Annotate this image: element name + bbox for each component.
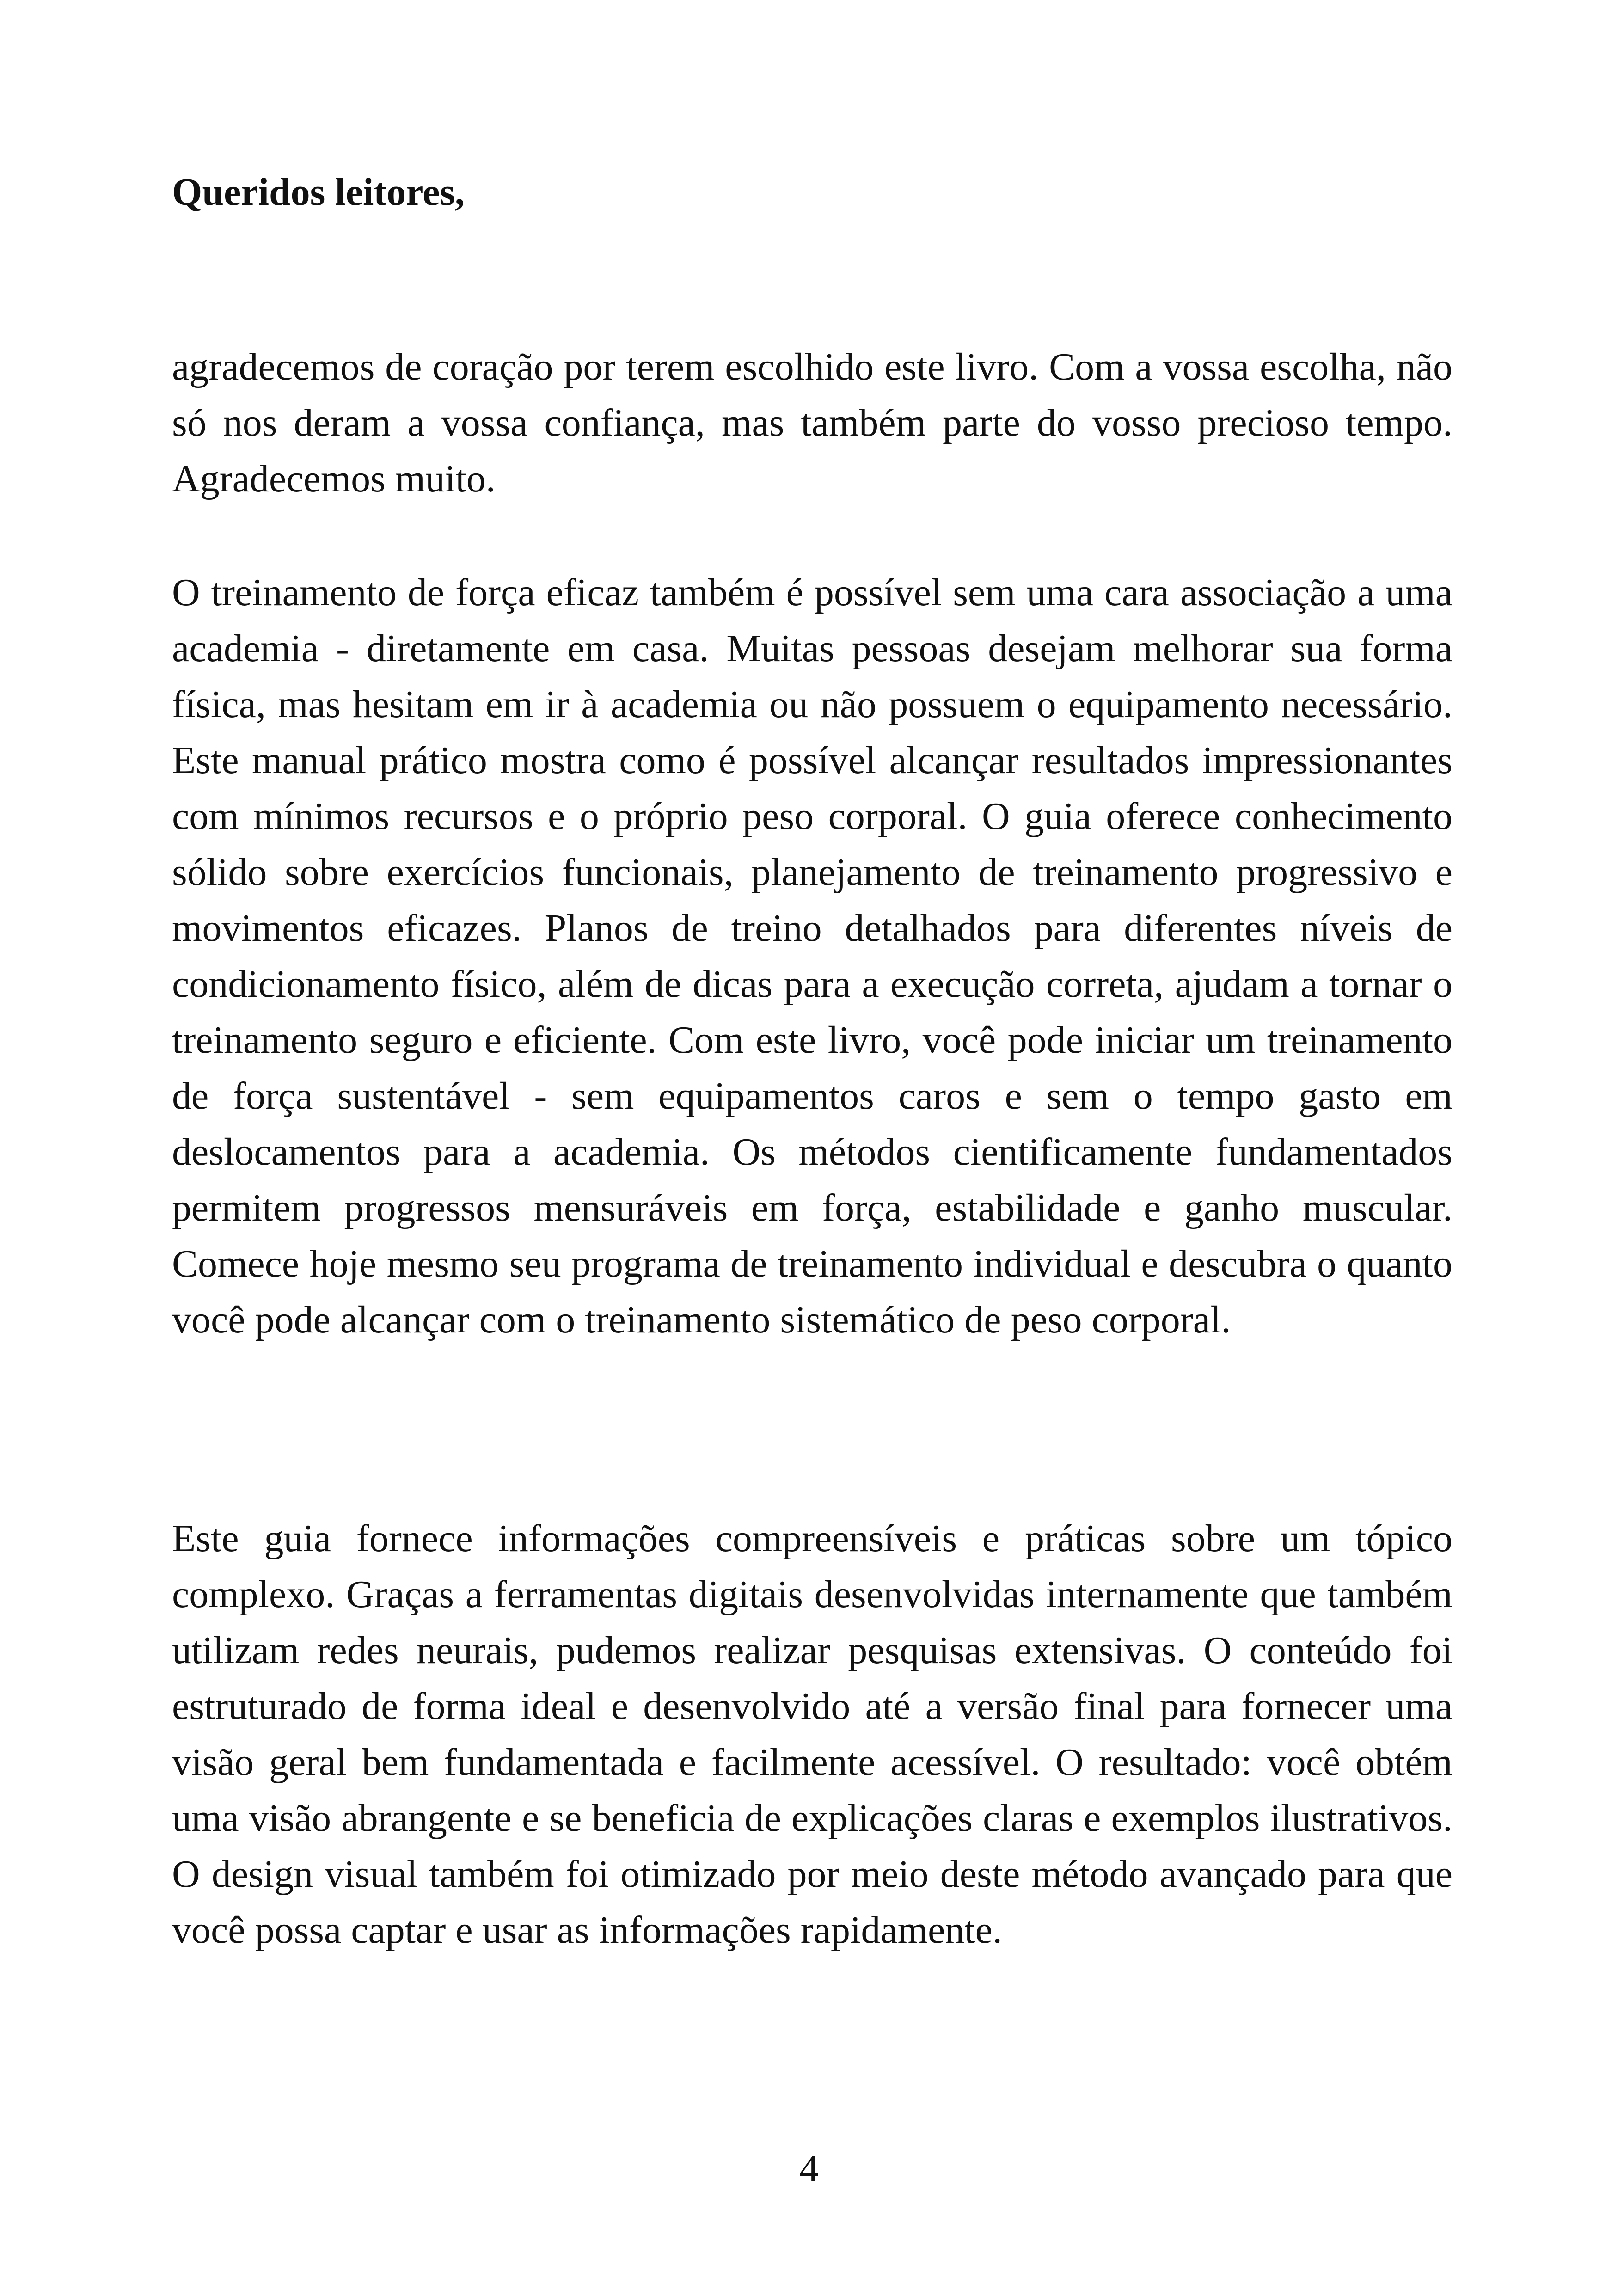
paragraph-guide-method: Este guia fornece informações compreensíveis e práticas sobre um tópico complexo. Graças a ferramentas digitais desenvolvidas internamente que também utilizam redes neurais, pudemos realizar pesquisas extensivas. O conteúdo foi estruturado de forma ideal e desenvolvido até a versão final para fornecer uma visão geral bem fundamentada e facilmente acessível. O resultado: você obtém uma visão abrangente e se beneficia de explicações claras e exemplos ilustrativos. O design visual também foi otimizado por meio deste método avançado para que você possa captar e usar as informações rapidamente. (172, 1517, 1453, 1952)
paragraph-thanks: agradecemos de coração por terem escolhido este livro. Com a vossa escolha, não só nos deram a vossa confiança, mas também parte do vosso precioso tempo. Agradecemos muito. (172, 345, 1453, 500)
page-number: 4 (799, 2147, 819, 2190)
greeting-heading: Queridos leitores, (172, 171, 465, 214)
paragraph-book-description: O treinamento de força eficaz também é possível sem uma cara associação a uma academia - diretamente em casa. Muitas pessoas desejam melhorar sua forma física, mas hesitam em ir à academia ou não possuem o equipamento necessário. Este manual prático mostra como é possível alcançar resultados impressionantes com mínimos recursos e o próprio peso corporal. O guia oferece conhecimento sólido sobre exercícios funcionais, planejamento de treinamento progressivo e movimentos eficazes. Planos de treino detalhados para diferentes níveis de condicionamento físico, além de dicas para a execução correta, ajudam a tornar o treinamento seguro e eficiente. Com este livro, você pode iniciar um treinamento de força sustentável - sem equipamentos caros e sem o tempo gasto em deslocamentos para a academia. Os métodos cientificamente fundamentados permitem progressos mensuráveis em força, estabilidade e ganho muscular. Comece hoje mesmo seu programa de treinamento individual e descubra o quanto você pode alcançar com o treinamento sistemático de peso corporal. (172, 571, 1453, 1341)
